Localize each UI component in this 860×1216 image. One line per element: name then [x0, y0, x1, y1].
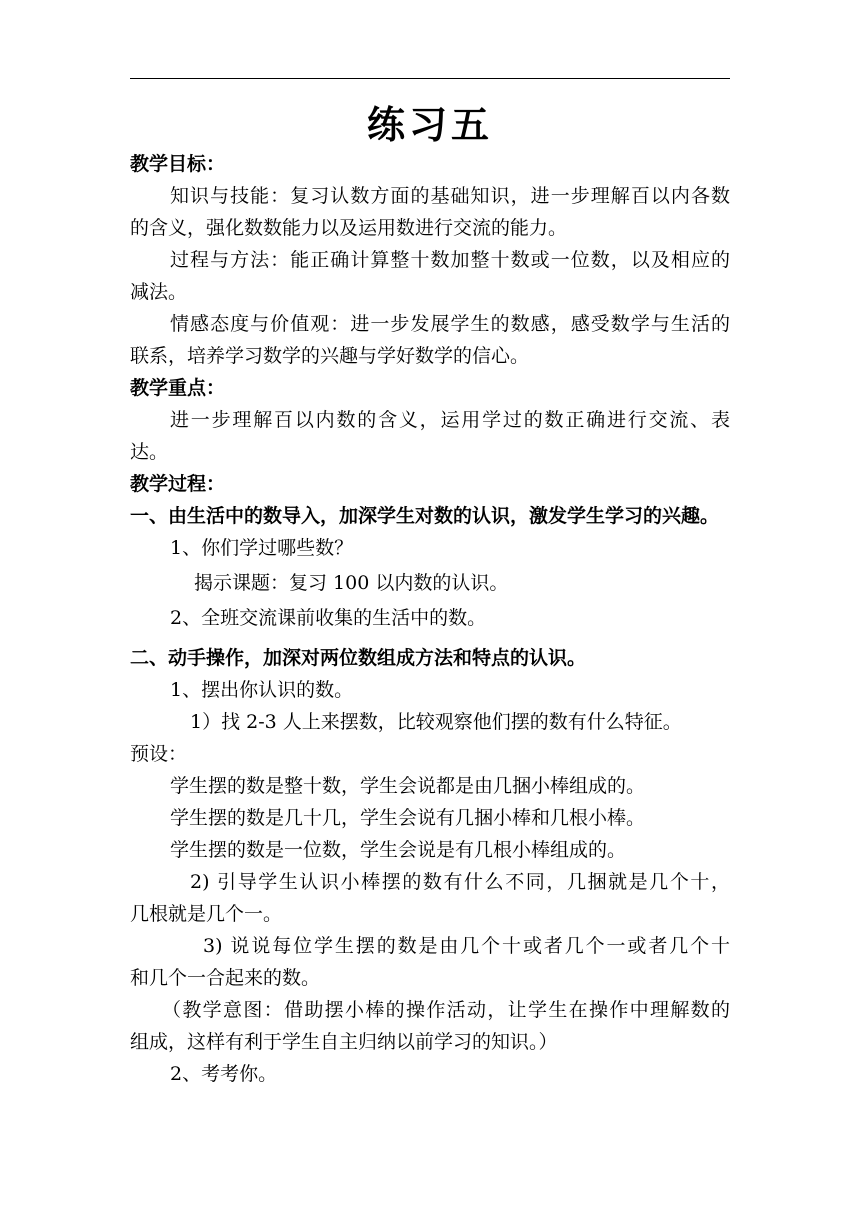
part1-item2: 2、全班交流课前收集的生活中的数。: [170, 607, 487, 629]
preset-item2: 学生摆的数是几十几，学生会说有几捆小棒和几根小棒。: [170, 807, 646, 829]
part2-sub3-line2: 和几个一合起来的数。: [130, 967, 321, 989]
header-rule: [130, 78, 730, 79]
document-body: [130, 148, 730, 1090]
process-heading: 教学过程：: [130, 473, 226, 495]
page-title: 练习五: [366, 103, 493, 147]
preset-item1: 学生摆的数是整十数，学生会说都是由几捆小棒组成的。: [170, 775, 646, 797]
goal-knowledge-line1: 知识与技能：复习认数方面的基础知识，进一步理解百以内各数: [170, 185, 730, 207]
part2-sub1: 1）找 2-3 人上来摆数，比较观察他们摆的数有什么特征。: [190, 711, 682, 733]
part2-sub3-line1: 3) 说说每位学生摆的数是由几个十或者几个一或者几个十: [203, 935, 730, 957]
part2-heading: 二、动手操作，加深对两位数组成方法和特点的认识。: [130, 647, 587, 669]
key-points-line1: 进一步理解百以内数的含义，运用学过的数正确进行交流、表: [170, 409, 730, 431]
part2-item1: 1、摆出你认识的数。: [170, 679, 354, 701]
design-note-line2: 组成，这样有利于学生自主归纳以前学习的知识。）: [130, 1031, 558, 1053]
key-points-line2: 达。: [130, 441, 169, 463]
part2-sub2-line1: 2) 引导学生认识小棒摆的数有什么不同，几捆就是几个十，: [190, 871, 730, 893]
part2-item2: 2、考考你。: [170, 1063, 278, 1085]
part1-reveal-topic: 揭示课题：复习 100 以内数的认识。: [194, 572, 509, 594]
part1-item1: 1、你们学过哪些数？: [170, 537, 354, 559]
part1-heading: 一、由生活中的数导入，加深学生对数的认识，激发学生学习的兴趣。: [130, 505, 720, 527]
design-note-line1: （教学意图：借助摆小棒的操作活动，让学生在操作中理解数的: [162, 999, 730, 1021]
goal-attitude-line2: 联系，培养学习数学的兴趣与学好数学的信心。: [130, 345, 530, 367]
goals-heading: 教学目标：: [130, 153, 226, 175]
key-points-heading: 教学重点：: [130, 377, 226, 399]
goal-knowledge-line2: 的含义，强化数数能力以及运用数进行交流的能力。: [130, 217, 568, 239]
goal-process-line2: 减法。: [130, 281, 188, 303]
part2-sub2-line2: 几根就是几个一。: [130, 903, 283, 925]
goal-process-line1: 过程与方法：能正确计算整十数加整十数或一位数，以及相应的: [170, 249, 730, 271]
goal-attitude-line1: 情感态度与价值观：进一步发展学生的数感，感受数学与生活的: [170, 313, 730, 335]
preset-label: 预设：: [130, 743, 188, 765]
preset-item3: 学生摆的数是一位数，学生会说是有几根小棒组成的。: [170, 839, 627, 861]
